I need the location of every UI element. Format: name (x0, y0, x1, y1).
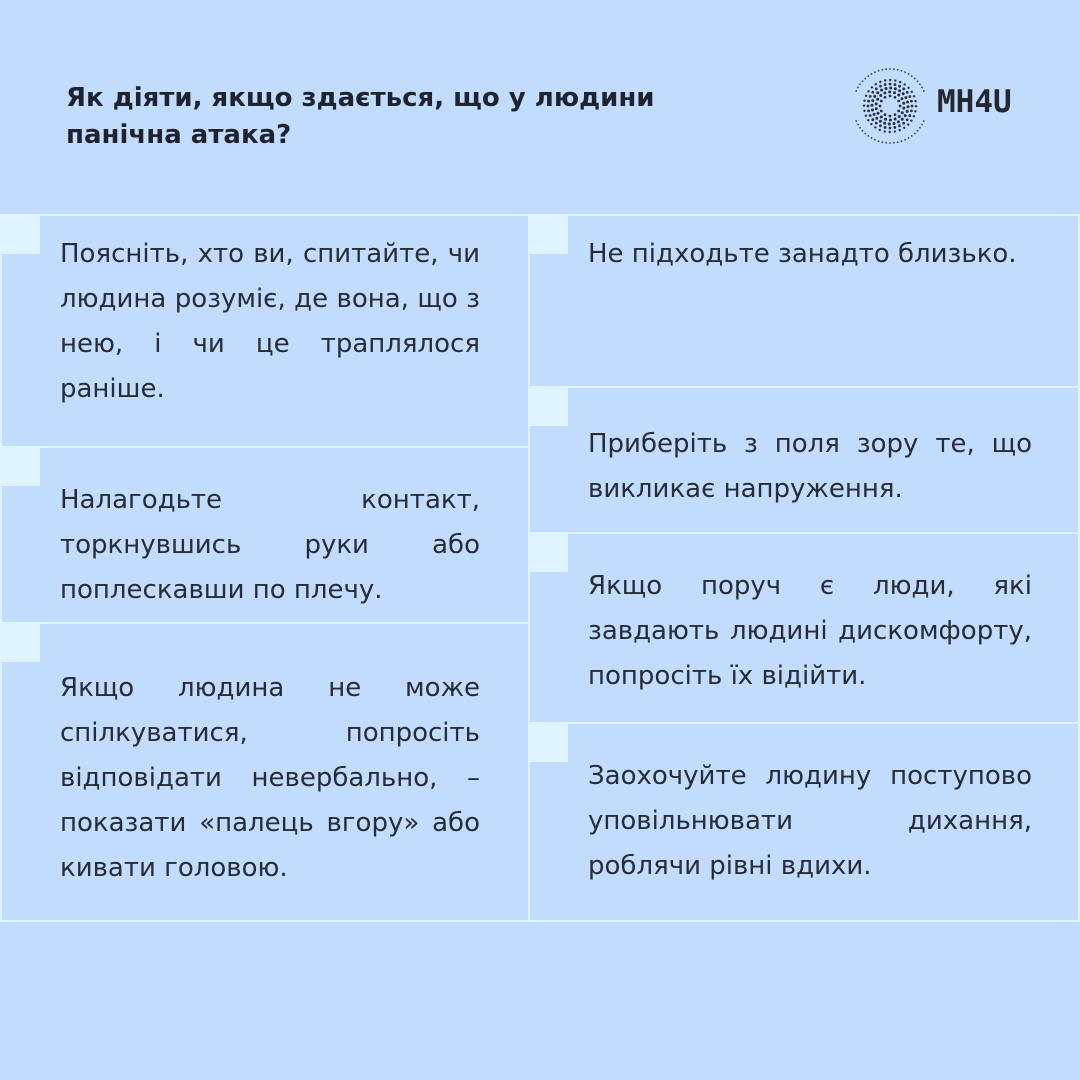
logo-dot (874, 126, 876, 128)
tip-text: Не підходьте занадто близько. (588, 239, 1017, 269)
tip-text: Якщо поруч є люди, які завдають людині дискомфорту, попросіть їх відійти. (588, 571, 1032, 691)
logo-dot (902, 102, 905, 105)
logo-dot (867, 119, 869, 121)
logo-dot (894, 87, 897, 90)
logo-dot (894, 96, 897, 99)
logo-dot (889, 131, 891, 133)
logo-dot (880, 100, 883, 103)
logo-dot (875, 117, 878, 120)
logo-ring-mark (857, 124, 859, 126)
circular-dot-pattern-logo-icon (848, 64, 932, 148)
logo-dot (897, 100, 900, 103)
logo-dot (870, 123, 872, 125)
logo-dot (863, 105, 865, 107)
tip-card-right-1 (528, 214, 1080, 388)
logo-ring-mark (923, 90, 925, 92)
logo-dot (904, 114, 907, 117)
logo-ring-mark (919, 83, 921, 85)
logo-dot (906, 105, 909, 108)
tip-card-right-4 (528, 722, 1080, 922)
tip-card-left-1 (0, 214, 530, 448)
card-corner-accent (528, 532, 568, 572)
logo-dot (875, 122, 878, 125)
logo-ring-mark (885, 68, 887, 70)
tip-text: Налагодьте контакт, торкнувшись руки або поплескавши по плечу. (60, 485, 480, 605)
logo-dot (871, 86, 873, 88)
logo-dot (901, 111, 904, 114)
logo-ring-mark (904, 71, 906, 73)
logo-dot (884, 83, 887, 86)
logo-dot (906, 91, 909, 94)
logo-dot (871, 104, 874, 107)
logo-ring-mark (862, 130, 864, 132)
logo-dot (876, 91, 879, 94)
tip-card-left-3 (0, 622, 530, 922)
logo-dot (899, 81, 901, 83)
logo-dot (893, 91, 896, 94)
logo-dot (894, 130, 896, 132)
logo-dot (884, 118, 887, 121)
logo-dot (894, 79, 896, 81)
logo-dot (863, 99, 865, 101)
logo-dot (894, 118, 897, 121)
logo-dot (879, 129, 881, 131)
logo-dot (883, 122, 886, 125)
logo-ring-mark (881, 69, 883, 71)
logo-ring-mark (901, 70, 903, 72)
logo-dot (875, 102, 878, 105)
logo-dot (907, 123, 909, 125)
logo-dot (898, 129, 900, 131)
logo-dot (873, 95, 876, 98)
logo-dot (908, 114, 911, 117)
logo-dot (902, 87, 905, 90)
logo-ring-mark (867, 75, 869, 77)
logo-dot (884, 126, 887, 129)
logo-dot (899, 105, 902, 108)
logo-dot (889, 119, 892, 122)
logo-dot (869, 114, 872, 117)
logo-dot (898, 89, 901, 92)
page-title: Як діяти, якщо здається, що у людини панічна атака? (66, 83, 655, 150)
logo-dot (880, 89, 883, 92)
logo-dot (873, 113, 876, 116)
logo-ring-mark (871, 73, 873, 75)
logo-ring-mark (857, 87, 859, 89)
logo-dot (885, 87, 888, 90)
logo-dot (879, 85, 882, 88)
logo-ring-mark (914, 133, 916, 135)
logo-dot (888, 91, 891, 94)
logo-dot (910, 110, 913, 113)
logo-dot (889, 87, 892, 90)
logo-dot (893, 126, 896, 129)
logo-dot (910, 100, 913, 103)
logo-dot (880, 110, 883, 113)
logo-ring-mark (889, 142, 891, 144)
logo-ring-mark (923, 120, 925, 122)
logo-dot (871, 91, 874, 94)
logo-dot (898, 124, 901, 127)
logo-ring-mark (919, 127, 921, 129)
logo-ring-mark (874, 139, 876, 141)
logo-ring-mark (893, 142, 895, 144)
logo-dot (908, 95, 911, 98)
logo-dot (901, 118, 904, 121)
logo-dot (871, 108, 874, 111)
logo-dot (863, 110, 865, 112)
logo-dot (902, 92, 905, 95)
logo-dot (903, 83, 905, 85)
logo-dot (904, 96, 907, 99)
logo-dot (900, 97, 903, 100)
logo-ring-mark (921, 124, 923, 126)
logo-dot (906, 110, 909, 113)
card-corner-accent (0, 214, 40, 254)
card-corner-accent (528, 722, 568, 762)
logo-dot (897, 120, 900, 123)
logo-ring-mark (855, 120, 857, 122)
logo-dot (906, 101, 909, 104)
logo-dot (871, 99, 874, 102)
logo-dot (876, 98, 879, 101)
logo-ring-mark (889, 68, 891, 70)
tip-text: Приберіть з поля зору те, що викликає напруження. (588, 429, 1032, 504)
logo-dot (867, 105, 870, 108)
logo-ring-mark (867, 135, 869, 137)
card-corner-accent (0, 446, 40, 486)
logo-dot (897, 110, 900, 113)
logo-ring-mark (897, 141, 899, 143)
logo-ring-mark (878, 140, 880, 142)
logo-dot (879, 81, 881, 83)
logo-dot (877, 112, 880, 115)
logo-text: MH4U (937, 84, 1012, 120)
logo-ring-mark (855, 90, 857, 92)
logo-dot (888, 122, 891, 125)
logo-ring-mark (874, 71, 876, 73)
logo-dot (897, 94, 900, 97)
logo-dot (879, 105, 882, 108)
logo-ring-mark (917, 80, 919, 82)
logo-dot (867, 90, 869, 92)
logo-ring-mark (859, 83, 861, 85)
logo-ring-mark (871, 137, 873, 139)
logo-ring-mark (921, 87, 923, 89)
logo-dot (869, 95, 872, 98)
logo-dot (892, 122, 895, 125)
logo-dot (913, 115, 915, 117)
logo-dot (875, 87, 878, 90)
tip-text: Заохочуйте людину поступово уповільнювати дихання, роблячи рівні вдихи. (588, 761, 1032, 881)
logo-ring-mark (911, 75, 913, 77)
logo-dot (902, 107, 905, 110)
logo-ring-mark (864, 133, 866, 135)
logo-dot (889, 83, 892, 86)
logo-ring-mark (878, 70, 880, 72)
logo-dot (889, 115, 892, 118)
logo-dot (898, 85, 901, 88)
logo-dot (898, 115, 901, 118)
logo-ring-mark (911, 135, 913, 137)
logo-ring-mark (859, 127, 861, 129)
logo-ring-mark (914, 78, 916, 80)
logo-dot (867, 100, 870, 103)
logo-ring-mark (885, 142, 887, 144)
logo-dot (914, 110, 916, 112)
logo-dot (906, 118, 909, 121)
logo-dot (889, 127, 892, 130)
tip-text: Поясніть, хто ви, спитайте, чи людина розуміє, де вона, що з нею, і чи це траплялося раніше. (60, 239, 480, 404)
logo-ring-mark (917, 130, 919, 132)
logo-dot (889, 95, 892, 98)
logo-dot (865, 114, 867, 116)
logo-dot (879, 120, 882, 123)
card-corner-accent (528, 386, 568, 426)
card-corner-accent (528, 214, 568, 254)
logo-ring-mark (897, 69, 899, 71)
logo-dot (884, 96, 887, 99)
logo-dot (875, 83, 877, 85)
logo-dot (867, 109, 870, 112)
logo-ring-mark (862, 80, 864, 82)
logo-dot (880, 115, 883, 118)
logo-dot (865, 95, 867, 97)
logo-dot (883, 91, 886, 94)
logo-dot (913, 95, 915, 97)
logo-dot (915, 105, 917, 107)
logo-dot (879, 124, 882, 127)
logo-dot (907, 87, 909, 89)
logo-dot (884, 113, 887, 116)
logo-dot (903, 127, 905, 129)
tip-card-right-3 (528, 532, 1080, 724)
logo-dot (911, 91, 913, 93)
logo-ring-mark (901, 140, 903, 142)
logo-dot (875, 107, 878, 110)
logo-dot (894, 113, 897, 116)
tip-card-left-2 (0, 446, 530, 624)
logo-dot (911, 105, 914, 108)
tip-text: Якщо людина не може спілкуватися, попросіть відповідати невербально, – показати «палець вгору» або кивати головою. (60, 673, 480, 883)
logo-ring-mark (893, 68, 895, 70)
logo-dot (884, 79, 886, 81)
logo-ring-mark (864, 78, 866, 80)
logo-dot (914, 100, 916, 102)
logo-dot (883, 130, 885, 132)
logo-ring-mark (881, 141, 883, 143)
logo-dot (871, 118, 874, 121)
logo-dot (902, 122, 905, 125)
tip-card-right-2 (528, 386, 1080, 534)
logo-ring-mark (908, 73, 910, 75)
card-corner-accent (0, 622, 40, 662)
mh4u-logo (848, 64, 1028, 154)
logo-ring-mark (908, 137, 910, 139)
logo-dot (894, 83, 897, 86)
logo-dot (889, 79, 891, 81)
logo-dot (879, 94, 882, 97)
logo-ring-mark (904, 139, 906, 141)
logo-dot (910, 119, 912, 121)
